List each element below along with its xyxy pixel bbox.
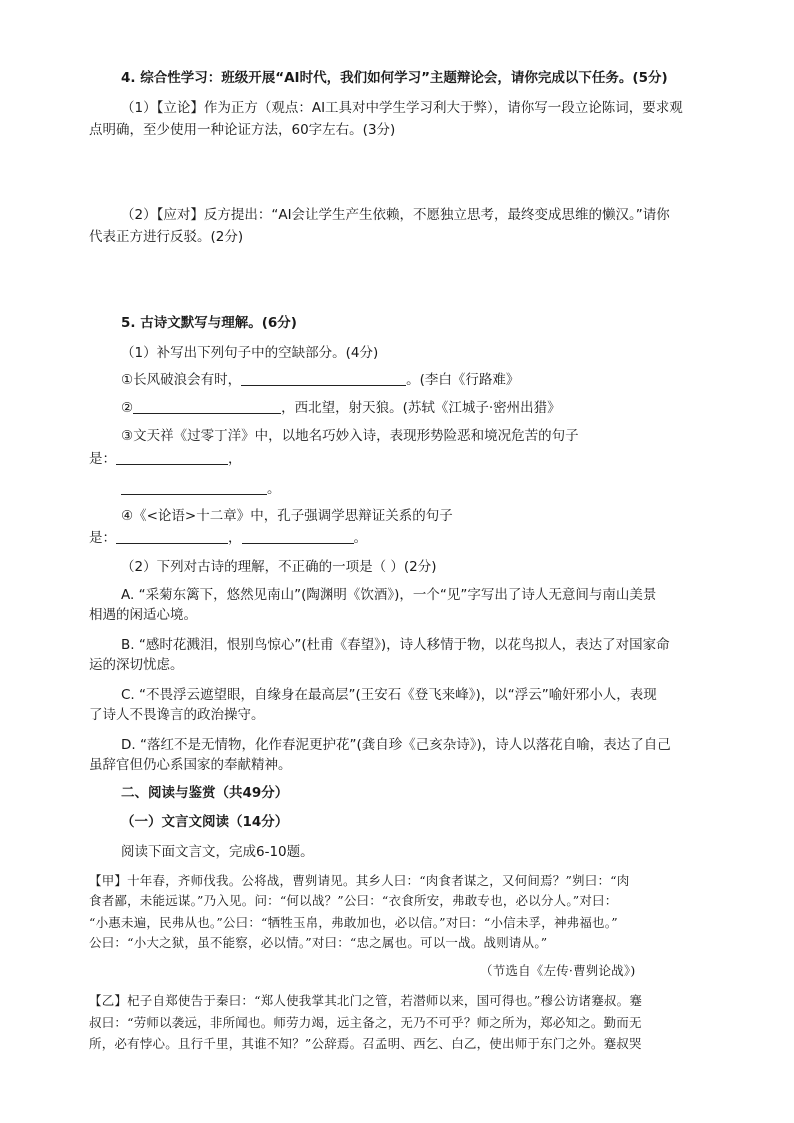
reading-instruction: 阅读下面文言文，完成6-10题。 (121, 844, 314, 860)
passage-yi-line2: 叔曰：“劳师以袭远，非所闻也。师劳力竭，远主备之，无乃不可乎？师之所为，郑必知之。勤而无 (89, 1015, 642, 1030)
q5-item2-pre: ② (121, 400, 134, 416)
answer-blank-5[interactable] (116, 529, 228, 544)
passage-jia-source: （节选自《左传·曹刿论战》) (480, 963, 636, 978)
answer-blank-6[interactable] (242, 529, 354, 544)
q5-item3-comma: ， (228, 451, 242, 467)
option-c-line2: 了诗人不畏谗言的政治操守。 (89, 707, 265, 723)
passage-yi-line1: 【乙】杞子自郑使告于秦曰：“郑人使我掌其北门之管，若潜师以来，国可得也。”穆公访诸蹇叔。蹇 (89, 993, 643, 1008)
passage-jia-line1: 【甲】十年春，齐师伐我。公将战，曹刿请见。其乡人曰：“肉食者谋之，又何间焉？”刿曰：“肉 (89, 873, 630, 888)
q4-part1-line2: 点明确，至少使用一种论证方法，60字左右。(3分) (89, 122, 396, 138)
answer-blank-3[interactable] (116, 450, 228, 465)
option-b-line1: B. “感时花溅泪，恨别鸟惊心”(杜甫《春望》)，诗人移情于物，以花鸟拟人，表达了对国家命 (121, 637, 670, 653)
q5-sub1: （1）补写出下列句子中的空缺部分。(4分) (121, 345, 379, 361)
section2-title: 二、阅读与鉴赏（共49分） (121, 785, 289, 801)
q5-item4-shi: 是： (89, 530, 116, 546)
passage-jia-line4: 公曰：“小大之狱，虽不能察，必以情。”对曰：“忠之属也。可以一战。战则请从。” (89, 935, 548, 950)
passage-yi-line3: 所，必有悖心。且行千里，其谁不知？”公辞焉。召孟明、西乞、白乙，使出师于东门之外。蹇叔哭 (89, 1036, 642, 1051)
q5-item1-pre: ①长风破浪会有时， (121, 372, 242, 388)
q5-item4-line2 (89, 528, 367, 548)
q4-part1-line1: （1）【立论】作为正方（观点：AI工具对中学生学习利大于弊），请你写一段立论陈词，要求观 (121, 100, 683, 116)
option-d-line2: 虽辞官但仍心系国家的奉献精神。 (89, 757, 292, 773)
q4-part2-line2: 代表正方进行反驳。(2分) (89, 229, 244, 245)
option-d-line1: D. “落红不是无情物，化作春泥更护花”(龚自珍《己亥杂诗》)，诗人以落花自喻，表达了自己 (121, 737, 671, 753)
passage-jia-line2: 食者鄙，未能远谋。”乃入见。问：“何以战？”公曰：“衣食所安，弗敢专也，必以分人。”对曰： (89, 893, 618, 908)
option-a-line2: 相遇的闲适心境。 (89, 607, 197, 623)
q5-item2 (121, 398, 561, 418)
q5-item3-line3 (121, 479, 281, 499)
q4-title: 4. 综合性学习：班级开展“AI时代，我们如何学习”主题辩论会，请你完成以下任务。(5分) (121, 70, 668, 86)
q5-item1-post: 。(李白《行路难》 (406, 372, 520, 388)
section2-subtitle: （一）文言文阅读（14分） (121, 814, 289, 830)
q5-item3-line1: ③文天祥《过零丁洋》中，以地名巧妙入诗，表现形势险恶和境况危苦的句子 (121, 428, 579, 444)
passage-jia-line3: “小惠未遍，民弗从也。”公曰：“牺牲玉帛，弗敢加也，必以信。”对曰：“小信未孚，神弗福也。” (89, 915, 618, 930)
option-b-line2: 运的深切忧虑。 (89, 657, 184, 673)
option-a-line1: A. “采菊东篱下，悠然见南山”(陶渊明《饮酒》)，一个“见”字写出了诗人无意间与南山美景 (121, 587, 657, 603)
answer-blank-1[interactable] (241, 371, 406, 386)
q5-item4-period: 。 (353, 530, 367, 546)
q5-item1 (121, 370, 519, 390)
q5-item4-line1: ④《<论语>十二章》中，孔子强调学思辩证关系的句子 (121, 508, 453, 524)
q5-title: 5. 古诗文默写与理解。(6分) (121, 315, 297, 331)
q5-item3-shi: 是： (89, 451, 116, 467)
answer-blank-2[interactable] (133, 399, 281, 414)
q5-sub2: （2）下列对古诗的理解，不正确的一项是（ ）(2分) (121, 559, 437, 575)
q5-item3-period: 。 (267, 481, 281, 497)
option-c-line1: C. “不畏浮云遮望眼，自缘身在最高层”(王安石《登飞来峰》)，以“浮云”喻奸邪小人，表现 (121, 687, 657, 703)
q4-part2-line1: （2）【应对】反方提出：“AI会让学生产生依赖，不愿独立思考，最终变成思维的懒汉。”请你 (121, 207, 670, 223)
q5-item4-comma: ， (228, 530, 242, 546)
q5-item3-line2 (89, 449, 242, 469)
answer-blank-4[interactable] (121, 480, 267, 495)
q5-item2-post: ，西北望，射天狼。(苏轼《江城子·密州出猎》 (281, 400, 561, 416)
